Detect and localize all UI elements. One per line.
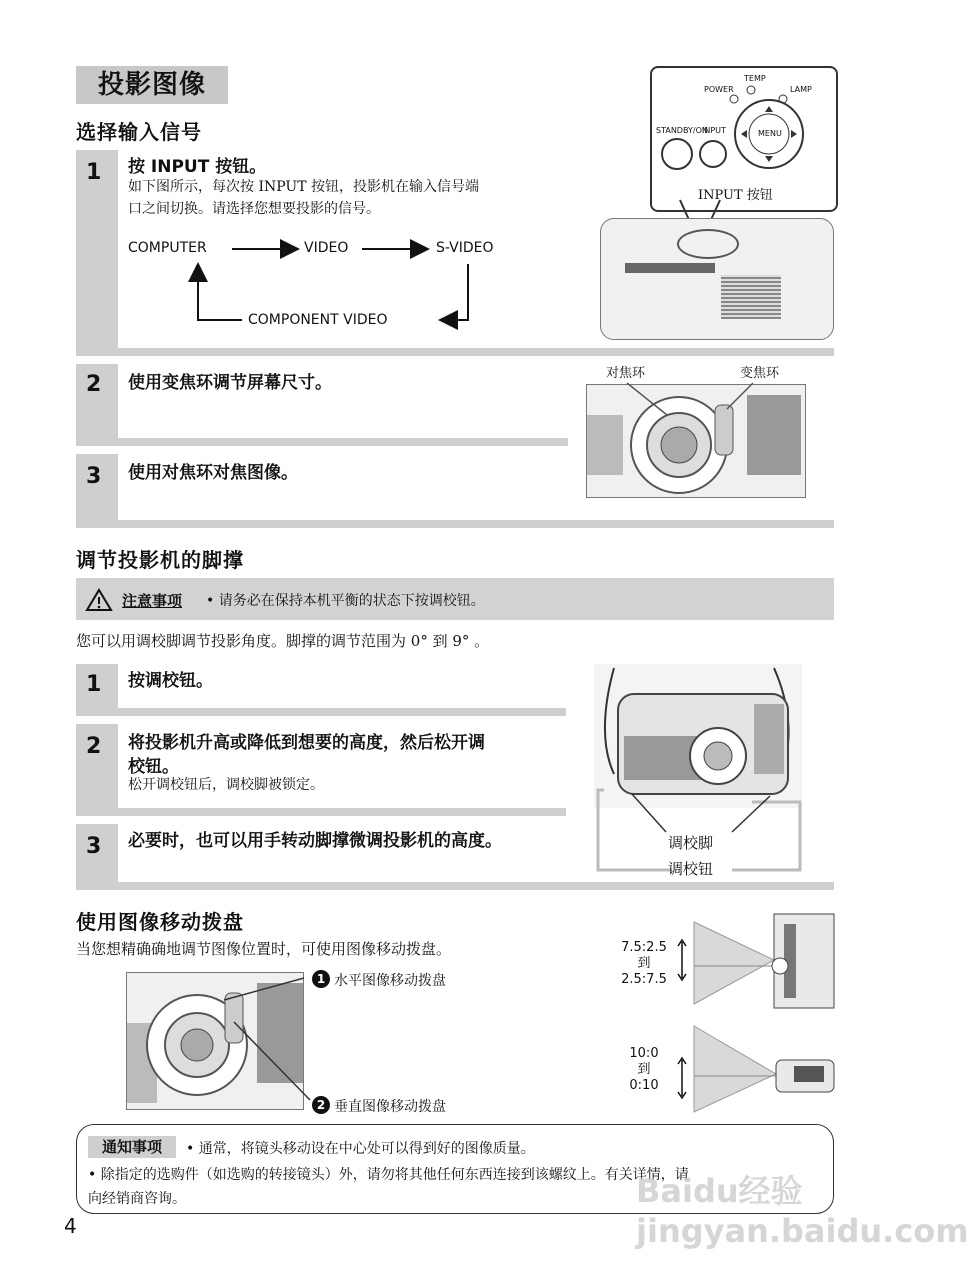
label-zoom-ring: 变焦环 bbox=[740, 366, 780, 381]
shift-intro: 当您想精确确地调节图像位置时，可使用图像移动拨盘。 bbox=[76, 940, 452, 958]
dial1-number-badge: 1 bbox=[312, 970, 330, 988]
step-number: 1 bbox=[86, 672, 102, 697]
v-ratio-from: 10:0 bbox=[629, 1046, 659, 1061]
step-heading: 必要时，也可以用手转动脚撑微调投影机的高度。 bbox=[128, 831, 502, 851]
h-shift-diagram bbox=[676, 912, 840, 1012]
label-focus-ring: 对焦环 bbox=[606, 366, 646, 381]
warning-icon bbox=[86, 588, 112, 612]
label-temp: TEMP bbox=[744, 74, 766, 83]
notice-line1: • 通常，将镜头移动设在中心处可以得到好的图像质量。 bbox=[186, 1141, 535, 1157]
step-heading: 校钮。 bbox=[128, 757, 179, 777]
step-text: 如下图所示，每次按 INPUT 按钮，投影机在输入信号端 bbox=[128, 179, 479, 195]
label-adjust-button: 调校钮 bbox=[668, 860, 714, 878]
v-shift-diagram bbox=[676, 1020, 840, 1116]
caution-text: • 请务必在保持本机平衡的状态下按调校钮。 bbox=[206, 593, 485, 609]
label-vertical-dial: 垂直图像移动拨盘 bbox=[334, 1099, 446, 1115]
step-heading: 使用变焦环调节屏幕尺寸。 bbox=[128, 373, 332, 393]
step-heading: 使用对焦环对焦图像。 bbox=[128, 463, 298, 483]
page-number: 4 bbox=[64, 1214, 77, 1238]
step-heading: 按调校钮。 bbox=[128, 671, 213, 691]
watermark: Baidu经验 jingyan.baidu.com bbox=[636, 1172, 969, 1250]
step-number: 3 bbox=[86, 834, 102, 859]
h-ratio-from: 7.5:2.5 bbox=[621, 940, 667, 955]
label-standby: STANDBY/ON bbox=[656, 126, 708, 135]
flow-component: COMPONENT VIDEO bbox=[248, 312, 388, 328]
flow-svideo: S-VIDEO bbox=[436, 240, 494, 256]
step-text: 松开调校钮后，调校脚被锁定。 bbox=[128, 777, 324, 793]
v-ratio-end: 0:10 bbox=[629, 1078, 659, 1093]
h-ratio-to: 到 bbox=[637, 956, 651, 971]
dial-callout-lines bbox=[224, 968, 320, 1118]
flow-video: VIDEO bbox=[304, 240, 349, 256]
step-number: 2 bbox=[86, 734, 102, 759]
projector-feet-graphic bbox=[594, 664, 802, 808]
projector-feet-illustration bbox=[594, 664, 802, 808]
flow-computer: COMPUTER bbox=[128, 240, 207, 256]
caution-label: 注意事项 bbox=[122, 592, 183, 610]
label-input: INPUT bbox=[702, 126, 726, 135]
heading-shift: 使用图像移动拨盘 bbox=[76, 910, 244, 934]
label-lamp: LAMP bbox=[790, 85, 812, 94]
ports bbox=[625, 263, 715, 273]
control-panel-inset bbox=[650, 66, 838, 212]
lens-graphic bbox=[587, 385, 805, 497]
label-power: POWER bbox=[704, 85, 734, 94]
notice-line3: 向经销商咨询。 bbox=[88, 1191, 186, 1207]
h-ratio bbox=[614, 940, 674, 988]
heading-select-input: 选择输入信号 bbox=[76, 120, 202, 144]
v-ratio-to: 到 bbox=[637, 1062, 651, 1077]
notice-label: 通知事项 bbox=[88, 1136, 176, 1158]
v-ratio bbox=[614, 1046, 674, 1094]
input-button-caption: INPUT 按钮 bbox=[698, 188, 773, 203]
feet-intro: 您可以用调校脚调节投影角度。脚撑的调节范围为 0° 到 9° 。 bbox=[76, 632, 490, 650]
step-number: 2 bbox=[86, 372, 102, 397]
label-adjust-foot: 调校脚 bbox=[668, 834, 714, 852]
step-heading: 按 INPUT 按钮。 bbox=[128, 157, 267, 177]
label-menu: MENU bbox=[758, 129, 782, 138]
projector-top-illustration bbox=[600, 218, 834, 340]
lens-illustration bbox=[586, 384, 806, 498]
step-number: 1 bbox=[86, 160, 102, 185]
step-heading: 将投影机升高或降低到想要的高度，然后松开调 bbox=[128, 733, 485, 753]
step-text: 口之间切换。请选择您想要投影的信号。 bbox=[128, 201, 380, 217]
dial2-number-badge: 2 bbox=[312, 1096, 330, 1114]
notice-line2: • 除指定的选购件（如选购的转接镜头）外，请勿将其他任何东西连接到该螺纹上。有关详情，请 bbox=[88, 1167, 689, 1183]
h-ratio-end: 2.5:7.5 bbox=[621, 972, 667, 987]
page-title: 投影图像 bbox=[76, 66, 228, 104]
flow-arrows bbox=[120, 236, 480, 336]
step-number: 3 bbox=[86, 464, 102, 489]
vent bbox=[721, 275, 781, 319]
label-horizontal-dial: 水平图像移动拨盘 bbox=[334, 973, 446, 989]
heading-feet: 调节投影机的脚撑 bbox=[76, 548, 244, 572]
highlight-ring bbox=[677, 229, 739, 259]
